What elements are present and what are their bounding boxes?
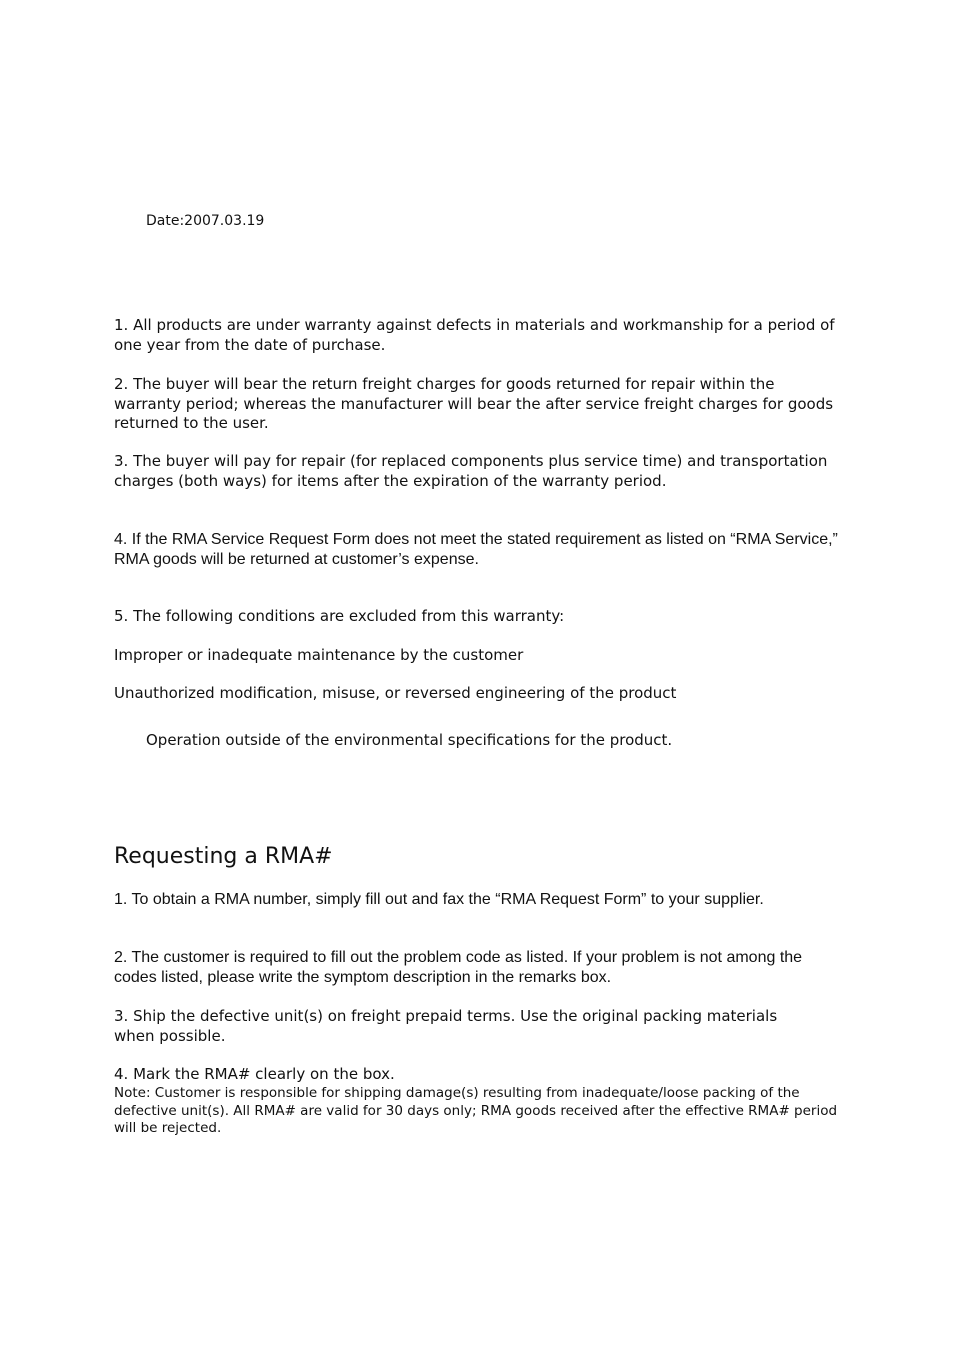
warranty-item-2: 2. The buyer will bear the return freight charges for goods returned for repair within the warranty period; whereas the manufacturer will bear the after service freight charges for goods returned to the user. bbox=[114, 375, 834, 432]
warranty-item-4: 4. If the RMA Service Request Form does not meet the stated requirement as listed on “RMA Service,” RMA goods will be returned at customer’s expense. bbox=[114, 531, 838, 568]
warranty-item-3: 3. The buyer will pay for repair (for replaced components plus service time) and transportation charges (both ways) for items after the expiration of the warranty period. bbox=[114, 452, 828, 490]
rma-heading: Requesting a RMA# bbox=[114, 844, 333, 869]
rma-step-3: 3. Ship the defective unit(s) on freight prepaid terms. Use the original packing materials when possible. bbox=[114, 1007, 778, 1045]
rma-step-1: 1. To obtain a RMA number, simply fill out and fax the “RMA Request Form” to your supplier. bbox=[114, 891, 764, 908]
exclusion-item-1: Improper or inadequate maintenance by the customer bbox=[114, 646, 524, 664]
warranty-item-5: 5. The following conditions are excluded from this warranty: bbox=[114, 607, 565, 625]
warranty-item-1: 1. All products are under warranty against defects in materials and workmanship for a period of one year from the date of purchase. bbox=[114, 316, 835, 354]
exclusion-item-3: Operation outside of the environmental specifications for the product. bbox=[146, 731, 673, 749]
rma-step-2: 2. The customer is required to fill out the problem code as listed. If your problem is not among the codes listed, please write the symptom description in the remarks box. bbox=[114, 949, 803, 986]
exclusion-item-2: Unauthorized modification, misuse, or reversed engineering of the product bbox=[114, 684, 677, 702]
rma-note: Note: Customer is responsible for shipping damage(s) resulting from inadequate/loose packing of the defective unit(s). All RMA# are valid for 30 days only; RMA goods received after the effective RMA# period will be rejected. bbox=[114, 1085, 838, 1136]
rma-step-4: 4. Mark the RMA# clearly on the box. bbox=[114, 1065, 395, 1083]
date-label: Date:2007.03.19 bbox=[146, 213, 265, 229]
